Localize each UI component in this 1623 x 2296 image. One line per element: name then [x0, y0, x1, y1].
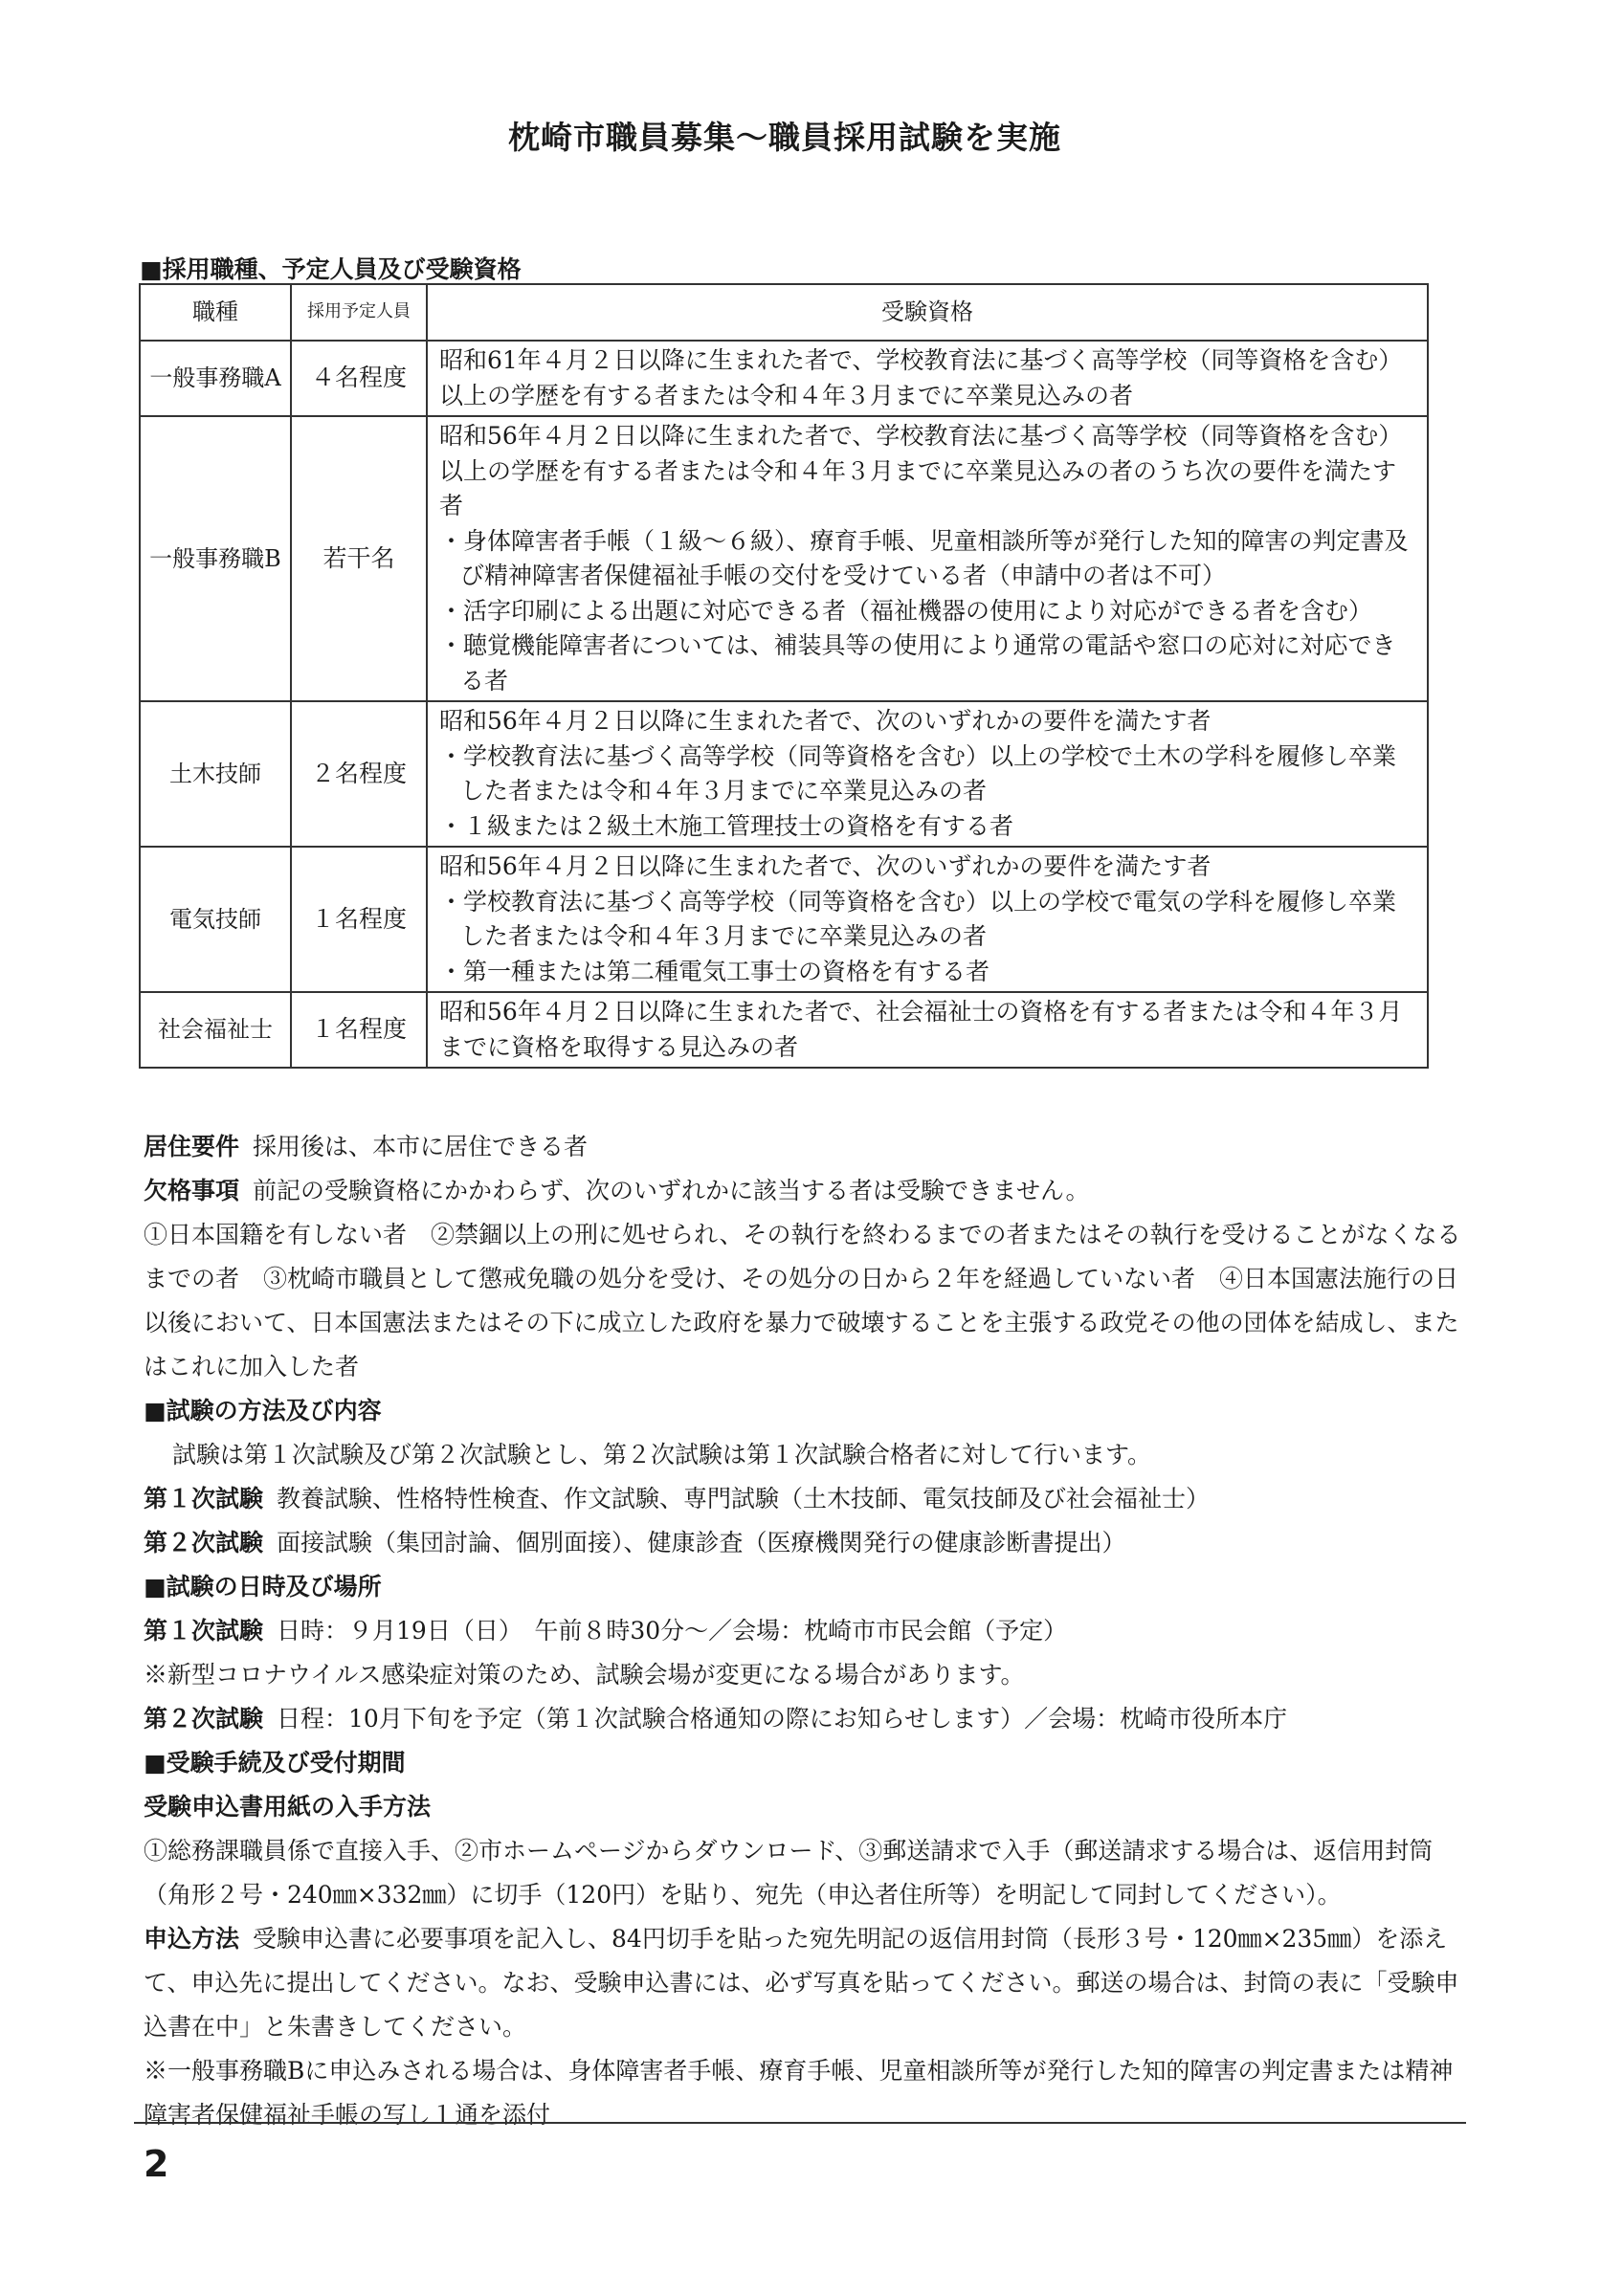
- second-schedule: [144, 1697, 1464, 1741]
- second-exam-text: 面接試験（集団討論、個別面接）、健康診査（医療機関発行の健康診断書提出）: [277, 1529, 1126, 1556]
- job-cell: 一般事務職B: [140, 416, 291, 701]
- header-qualification: 受験資格: [427, 284, 1428, 341]
- job-cell: 社会福祉士: [140, 992, 291, 1068]
- table-row: [140, 341, 1428, 416]
- section-heading-qualifications: ■採用職種、予定人員及び受験資格: [140, 255, 522, 283]
- residence-label: 居住要件: [144, 1133, 240, 1160]
- first-schedule-label: 第１次試験: [144, 1617, 264, 1645]
- count-cell: １名程度: [291, 847, 427, 992]
- first-schedule: [144, 1609, 1464, 1653]
- residence-requirement: [144, 1125, 1464, 1169]
- qualification-bullet: ・活字印刷による出題に対応できる者（福祉機器の使用により対応ができる者を含む）: [439, 596, 1373, 625]
- header-job: 職種: [140, 284, 291, 341]
- form-heading: 受験申込書用紙の入手方法: [144, 1793, 432, 1821]
- job-cell: 電気技師: [140, 847, 291, 992]
- qualification-text: 昭和56年４月２日以降に生まれた者で、次のいずれかの要件を満たす者: [439, 852, 1212, 880]
- apply-text: 受験申込書に必要事項を記入し、84円切手を貼った宛先明記の返信用封筒（長形３号・120㎜×235㎜）を添えて、申込先に提出してください。なお、受験申込書には、必ず写真を貼ってください。郵送の場合は、封筒の表に「受験申込書在中」と朱書きしてください。: [144, 1925, 1459, 2041]
- disqualification: [144, 1169, 1464, 1213]
- table-header-row: [140, 284, 1428, 341]
- footer-divider: [134, 2122, 1466, 2124]
- residence-text: 採用後は、本市に居住できる者: [253, 1133, 589, 1160]
- table-row: [140, 416, 1428, 701]
- section-heading-schedule: ■試験の日時及び場所: [144, 1573, 382, 1601]
- count-cell: 若干名: [291, 416, 427, 701]
- qualification-cell: [427, 701, 1428, 847]
- header-count: 採用予定人員: [291, 284, 427, 341]
- form-text: ①総務課職員係で直接入手、②市ホームページからダウンロード、③郵送請求で入手（郵送請求する場合は、返信用封筒（角形２号・240㎜×332㎜）に切手（120円）を貼り、宛先（申込者住所等）を明記して同封してください）。: [144, 1837, 1434, 1909]
- qualification-text: 昭和61年４月２日以降に生まれた者で、学校教育法に基づく高等学校（同等資格を含む）以上の学歴を有する者または令和４年３月までに卒業見込みの者: [439, 346, 1403, 409]
- qualification-bullet: ・学校教育法に基づく高等学校（同等資格を含む）以上の学校で電気の学科を履修し卒業した者または令和４年３月までに卒業見込みの者: [439, 887, 1397, 950]
- qualification-bullet: ・聴覚機能障害者については、補装具等の使用により通常の電話や窓口の応対に対応できる者: [439, 631, 1396, 695]
- disqualification-text: 前記の受験資格にかかわらず、次のいずれかに該当する者は受験できません。: [253, 1177, 1090, 1204]
- second-schedule-label: 第２次試験: [144, 1705, 264, 1733]
- qualification-text: 昭和56年４月２日以降に生まれた者で、学校教育法に基づく高等学校（同等資格を含む）以上の学歴を有する者または令和４年３月までに卒業見込みの者のうち次の要件を満たす者: [439, 422, 1403, 519]
- qualification-text: 昭和56年４月２日以降に生まれた者で、次のいずれかの要件を満たす者: [439, 707, 1212, 735]
- qualification-bullet: ・１級または２級土木施工管理技士の資格を有する者: [439, 811, 1014, 840]
- count-cell: ２名程度: [291, 701, 427, 847]
- note-general-b: ※一般事務職Bに申込みされる場合は、身体障害者手帳、療育手帳、児童相談所等が発行した知的障害の判定書または精神障害者保健福祉手帳の写し１通を添付: [144, 2057, 1454, 2129]
- apply-label: 申込方法: [144, 1925, 240, 1953]
- job-cell: 一般事務職A: [140, 341, 291, 416]
- section-heading-application: ■受験手続及び受付期間: [144, 1749, 406, 1777]
- count-cell: １名程度: [291, 992, 427, 1068]
- qualification-cell: [427, 992, 1428, 1068]
- qualification-cell: [427, 416, 1428, 701]
- first-exam-label: 第１次試験: [144, 1485, 264, 1512]
- table-row: [140, 701, 1428, 847]
- second-exam: [144, 1521, 1464, 1565]
- method-intro: 試験は第１次試験及び第２次試験とし、第２次試験は第１次試験合格者に対して行います。: [172, 1441, 1152, 1468]
- qualification-bullet: ・身体障害者手帳（１級～６級）、療育手帳、児童相談所等が発行した知的障害の判定書及び精神障害者保健福祉手帳の交付を受けている者（申請中の者は不可）: [439, 526, 1409, 589]
- first-schedule-text: 日時：９月19日（日） 午前８時30分～／会場：枕崎市市民会館（予定）: [277, 1617, 1068, 1645]
- second-schedule-text: 日程：10月下旬を予定（第１次試験合格通知の際にお知らせします）／会場：枕崎市役所本庁: [277, 1705, 1288, 1733]
- job-cell: 土木技師: [140, 701, 291, 847]
- qualification-bullet: ・第一種または第二種電気工事士の資格を有する者: [439, 957, 990, 985]
- second-exam-label: 第２次試験: [144, 1529, 264, 1556]
- first-exam: [144, 1477, 1464, 1521]
- table-row: [140, 992, 1428, 1068]
- table-row: [140, 847, 1428, 992]
- first-exam-text: 教養試験、性格特性検査、作文試験、専門試験（土木技師、電気技師及び社会福祉士）: [277, 1485, 1211, 1512]
- qualification-text: 昭和56年４月２日以降に生まれた者で、社会福祉士の資格を有する者または令和４年３月までに資格を取得する見込みの者: [439, 998, 1403, 1061]
- qualification-bullet: ・学校教育法に基づく高等学校（同等資格を含む）以上の学校で土木の学科を履修し卒業した者または令和４年３月までに卒業見込みの者: [439, 741, 1397, 805]
- page-title: 枕崎市職員募集～職員採用試験を実施: [508, 119, 1061, 156]
- count-cell: ４名程度: [291, 341, 427, 416]
- disqualification-label: 欠格事項: [144, 1177, 240, 1204]
- covid-note: ※新型コロナウイルス感染症対策のため、試験会場が変更になる場合があります。: [144, 1661, 1025, 1689]
- apply-method: [144, 1917, 1464, 2049]
- section-heading-method: ■試験の方法及び内容: [144, 1397, 382, 1424]
- qualification-table: [139, 283, 1429, 1069]
- body-text: [144, 1125, 1464, 2137]
- disqualification-detail: ①日本国籍を有しない者 ②禁錮以上の刑に処せられ、その執行を終わるまでの者またはその執行を受けることがなくなるまでの者 ③枕崎市職員として懲戒免職の処分を受け、その処分の日から２年を経過していない者 ④日本国憲法施行の日以後において、日本国憲法またはその下に成立した政府を暴力で破壊することを主張する政党その他の団体を結成し、またはこれに加入した者: [144, 1221, 1461, 1380]
- qualification-cell: [427, 847, 1428, 992]
- page-number: 2: [144, 2143, 169, 2185]
- qualification-cell: [427, 341, 1428, 416]
